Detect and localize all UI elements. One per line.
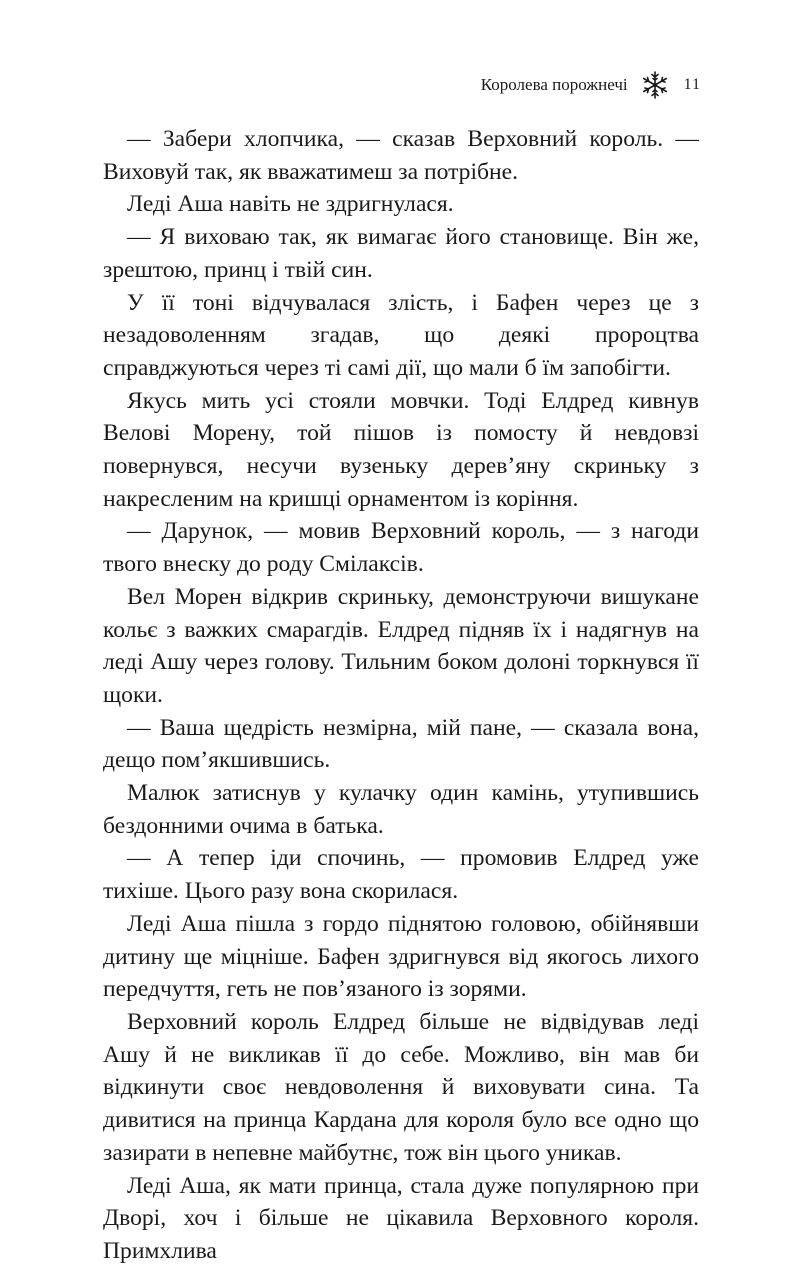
running-head bbox=[481, 70, 701, 100]
paragraph: Леді Аша, як мати принца, стала дуже популярною при Дворі, хоч і більше не цікавила Верховного короля. Примхлива bbox=[103, 1172, 699, 1264]
paragraph: — А тепер іди спочинь, — промовив Елдред уже тихіше. Цього разу вона скорилася. bbox=[103, 845, 699, 905]
snowflake-icon bbox=[640, 70, 670, 100]
paragraph: Верховний король Елдред більше не відвідував леді Ашу й не викликав її до себе. Можливо, він мав би відкинути своє невдоволення й виховувати сина. Та дивитися на принца Кардана для короля було все одно що зазирати в непевне майбутнє, тож він цього уникав. bbox=[103, 1008, 699, 1166]
body-text bbox=[103, 123, 699, 1268]
paragraph: Якусь мить усі стояли мовчки. Тоді Елдред кивнув Велові Морену, той пішов із помосту й невдовзі повернувся, несучи вузеньку дерев’яну скриньку з накресленим на кришці орнаментом із коріння. bbox=[103, 387, 699, 512]
paragraph: Леді Аша навіть не здригнулася. bbox=[127, 191, 454, 218]
book-title: Королева порожнечі bbox=[480, 75, 628, 94]
paragraph: Вел Морен відкрив скриньку, демонструючи вишукане кольє з важких смарагдів. Елдред підняв їх і надягнув на леді Ашу через голову. Тильним боком долоні торкнувся її щоки. bbox=[103, 583, 699, 708]
paragraph: Малюк затиснув у кулачку один камінь, утупившись бездонними очима в батька. bbox=[103, 780, 699, 839]
paragraph: — Ваша щедрість незмірна, мій пане, — сказала вона, дещо пом’якшившись. bbox=[103, 714, 699, 774]
paragraph: — Я виховаю так, як вимагає його становище. Він же, зрештою, принц і твій син. bbox=[103, 224, 699, 283]
paragraph: Леді Аша пішла з гордо піднятою головою, обійнявши дитину ще міцніше. Бафен здригнувся від якогось лихого передчуття, геть не пов’язаного із зорями. bbox=[103, 910, 699, 1003]
paragraph: У її тоні відчувалася злість, і Бафен через це з незадоволенням згадав, що деякі пророцтва справджуються через ті самі дії, що мали б їм запобігти. bbox=[103, 289, 699, 381]
paragraph: — Забери хлопчика, — сказав Верховний король. — Виховуй так, як вважатимеш за потрібне. bbox=[103, 126, 699, 185]
paragraph: — Дарунок, — мовив Верховний король, — з нагоди твого внеску до роду Смілаксів. bbox=[103, 518, 699, 578]
page-number: 11 bbox=[683, 76, 701, 93]
